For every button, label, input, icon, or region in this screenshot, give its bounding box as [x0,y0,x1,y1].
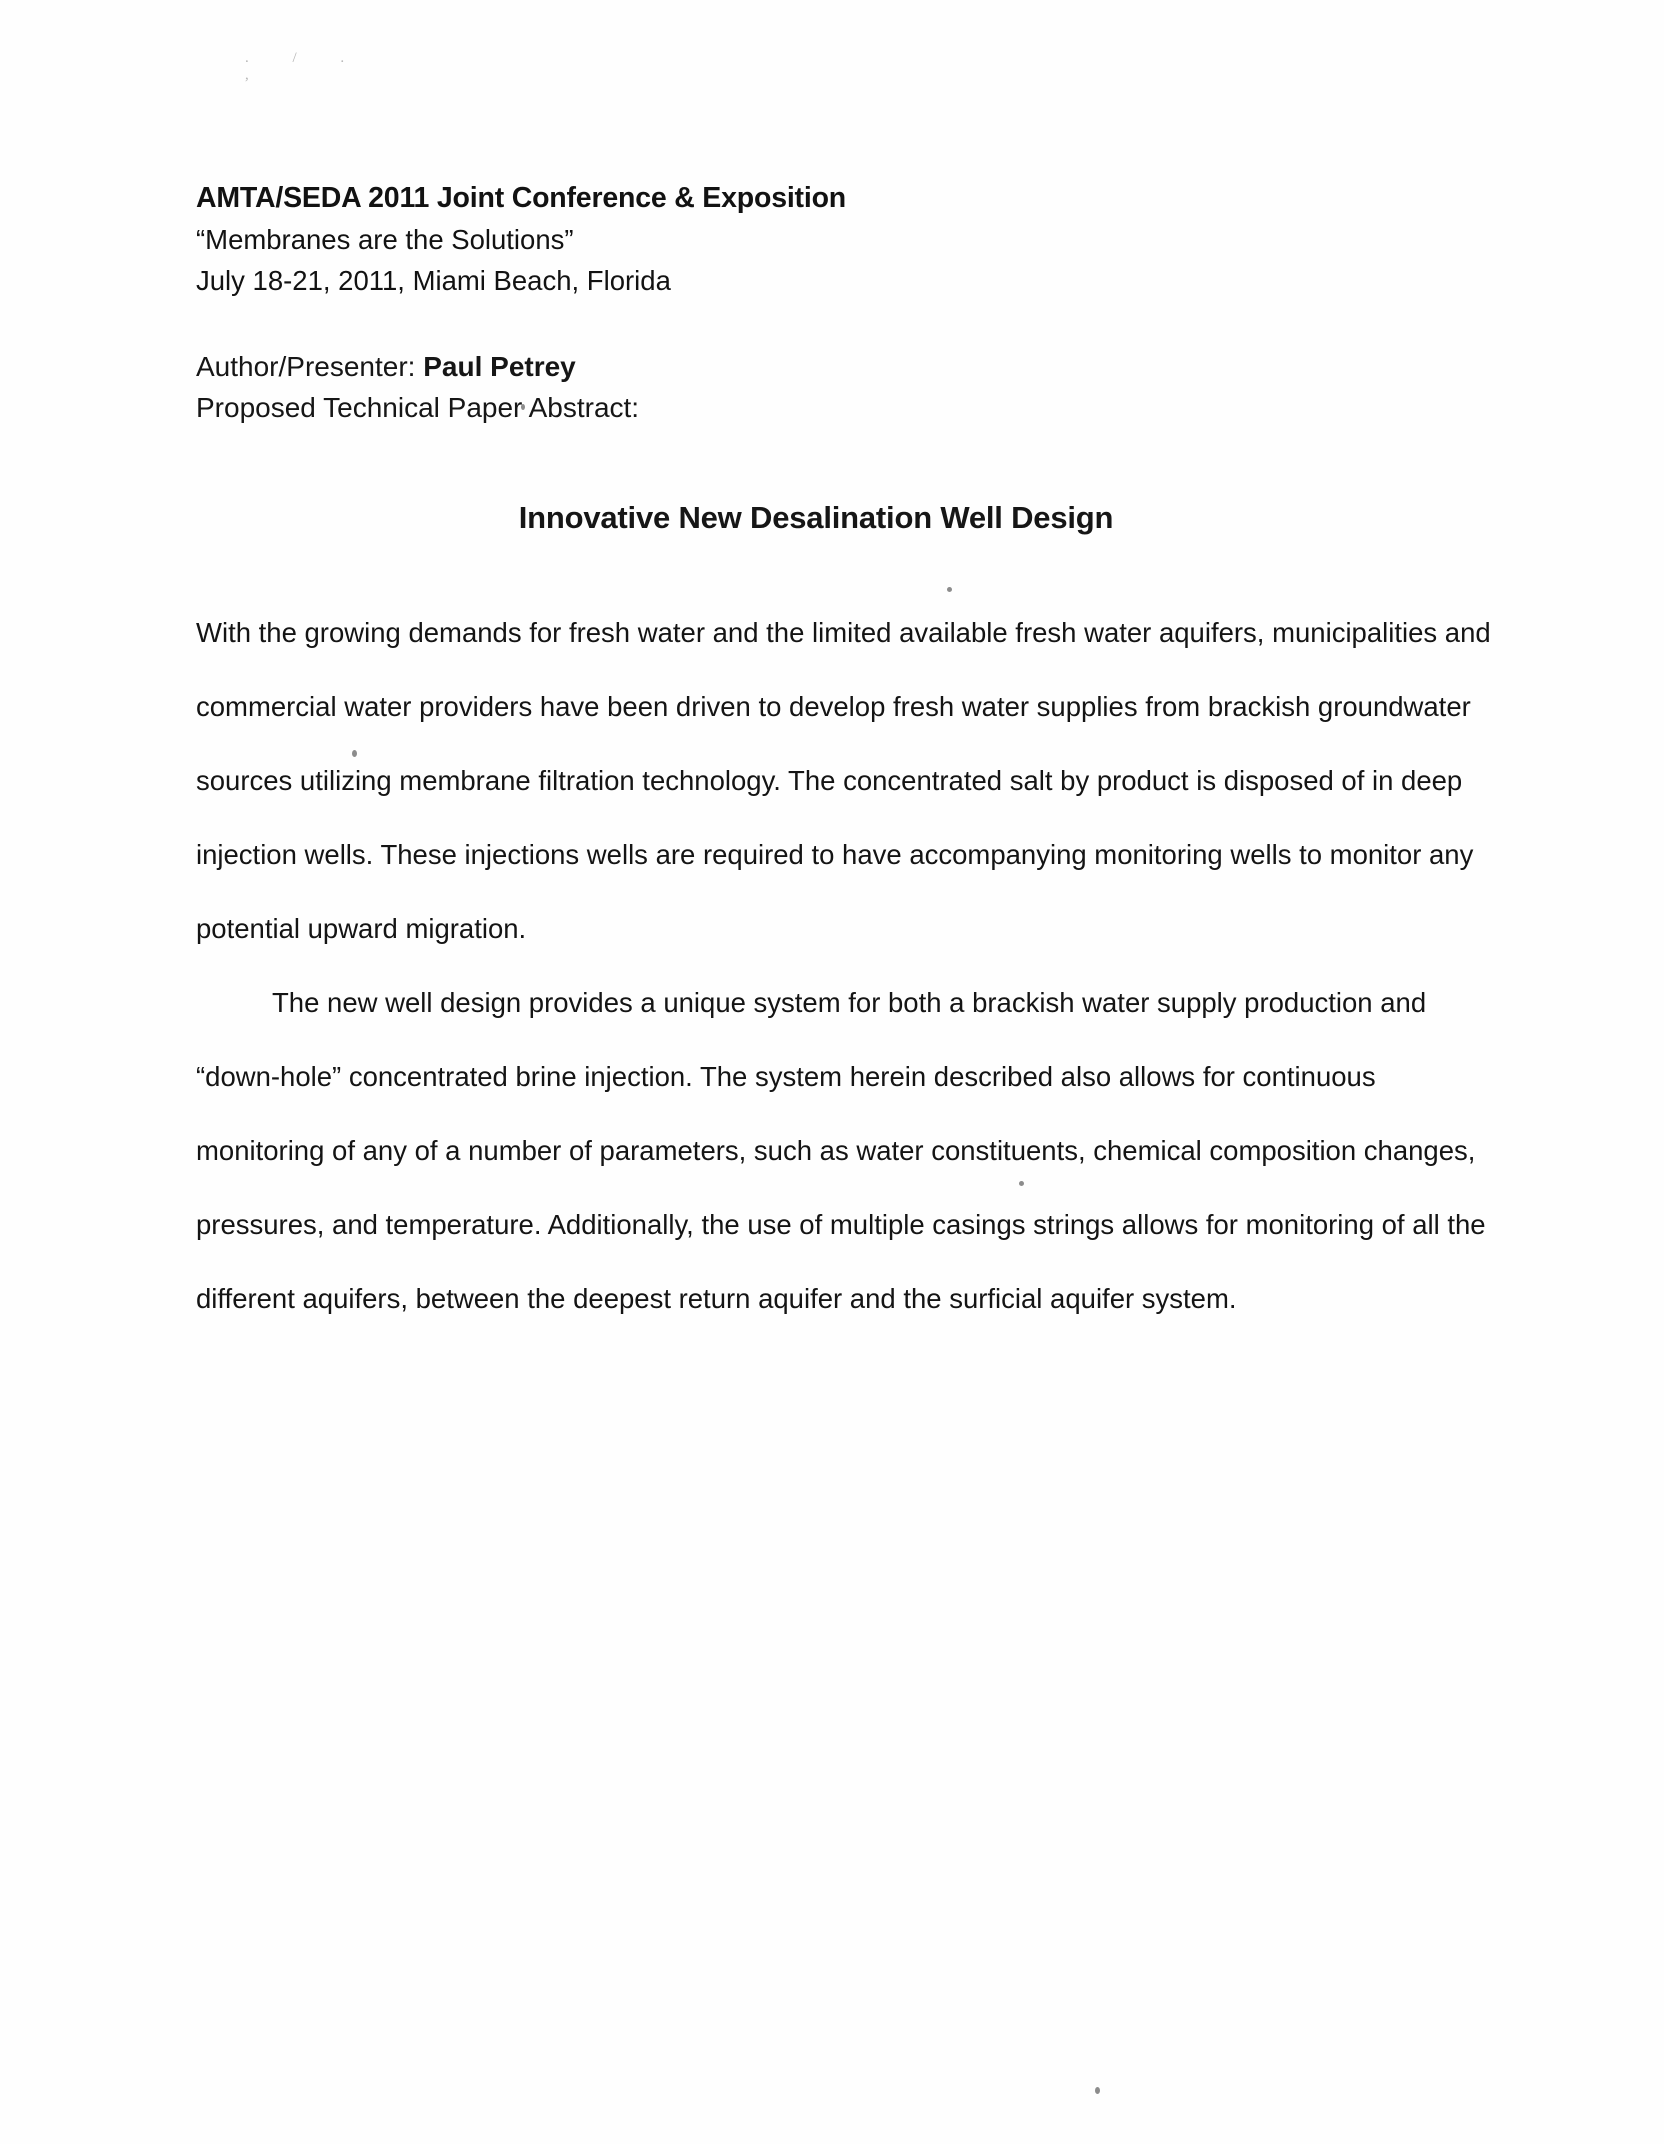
scan-artifact-marks: . / . , [245,50,365,83]
conference-name: AMTA/SEDA 2011 Joint Conference & Exposition [196,182,846,214]
conference-dates: July 18-21, 2011, Miami Beach, Florida [196,265,671,296]
page-title: Innovative New Desalination Well Design [518,500,1114,535]
author-label: Author/Presenter: [196,351,424,382]
document-content [196,178,1496,1336]
conference-header [196,178,1496,301]
scan-speck [1095,2087,1100,2094]
conference-theme: “Membranes are the Solutions” [196,224,574,255]
author-name: Paul Petrey [423,351,576,382]
author-block [196,346,1496,428]
abstract-paragraph-2: The new well design provides a unique system for both a brackish water supply production and “down-hole” concentrated brine injection. The system herein described also allows for continuous monitoring of any of a number of parameters, such as water constituents, chemical composition changes, pressures, and temperature. Additionally, the use of multiple casings strings allows for monitoring of all the different aquifers, between the deepest return aquifer and the surficial aquifer system. [196,987,1486,1314]
paper-type-label: Proposed Technical Paper Abstract: [196,392,640,423]
abstract-body [196,596,1496,1336]
abstract-paragraph-1: With the growing demands for fresh water and the limited available fresh water aquifers, municipalities and commercial water providers have been driven to develop fresh water supplies from brackish groundwater sources utilizing membrane filtration technology. The concentrated salt by product is disposed of in deep injection wells. These injections wells are required to have accompanying monitoring wells to monitor any potential upward migration. [196,617,1491,944]
author-line [196,346,1496,387]
